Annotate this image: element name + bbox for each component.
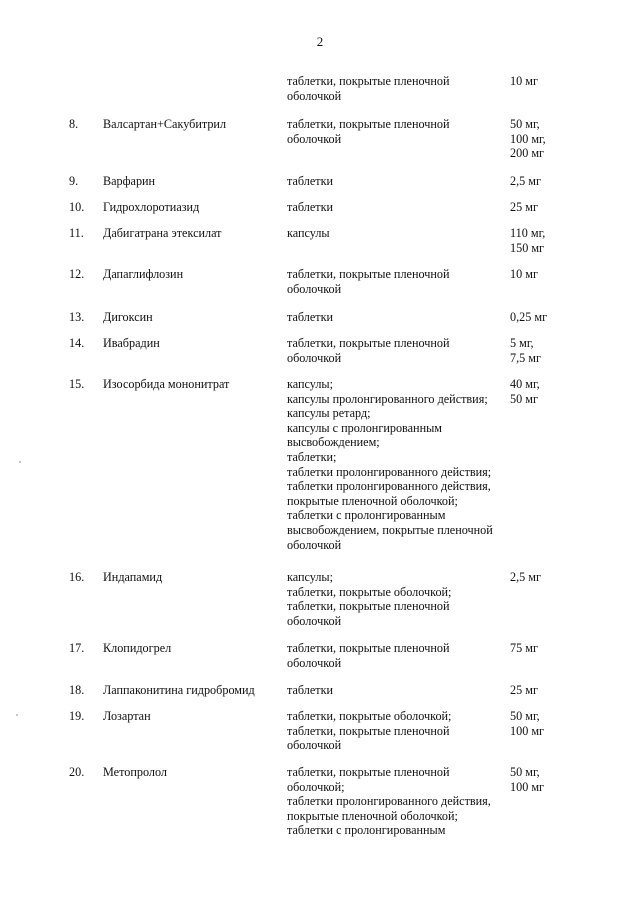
dosage: 10 мг [510, 74, 538, 88]
dosage: 0,25 мг [510, 310, 548, 324]
dosage-form: таблетки, покрытые оболочкой; таблетки, покрытые пленочной оболочкой [287, 709, 452, 753]
dosage-form: таблетки [287, 174, 334, 188]
dosage-form: таблетки [287, 200, 334, 214]
dosage-form: таблетки, покрытые пленочной оболочкой [287, 336, 450, 365]
drug-name: Лаппаконитина гидробромид [103, 683, 255, 697]
dosage: 40 мг, 50 мг [510, 377, 540, 406]
drug-name: Изосорбида мононитрат [103, 377, 230, 391]
drug-name: Валсартан+Сакубитрил [103, 117, 227, 131]
row-number: 10. [69, 200, 85, 214]
dosage-form: таблетки [287, 683, 334, 697]
dosage-form: капсулы; капсулы пролонгированного действия; капсулы ретард; капсулы с пролонгированным высвобождением; таблетки; таблетки пролонгированного действия; таблетки пролонгированного действия, покрытые пленочной оболочкой; таблетки с пролонгированным высвобождением, покрытые пленочной оболочкой [287, 377, 493, 552]
dosage: 75 мг [510, 641, 538, 655]
dosage-form: таблетки, покрытые пленочной оболочкой [287, 267, 450, 296]
scan-speck [16, 714, 18, 716]
dosage: 25 мг [510, 200, 538, 214]
dosage: 50 мг, 100 мг [510, 765, 545, 794]
dosage: 5 мг, 7,5 мг [510, 336, 541, 365]
page-number: 2 [316, 34, 324, 49]
drug-name: Дигоксин [103, 310, 153, 324]
drug-name: Лозартан [103, 709, 151, 723]
dosage: 50 мг, 100 мг [510, 709, 545, 738]
dosage-form: таблетки [287, 310, 334, 324]
drug-name: Клопидогрел [103, 641, 172, 655]
scan-speck [19, 461, 21, 463]
row-number: 8. [69, 117, 79, 131]
dosage: 25 мг [510, 683, 538, 697]
dosage: 10 мг [510, 267, 538, 281]
dosage: 2,5 мг [510, 174, 541, 188]
row-number: 12. [69, 267, 85, 281]
row-number: 20. [69, 765, 85, 779]
drug-name: Гидрохлоротиазид [103, 200, 200, 214]
drug-name: Индапамид [103, 570, 163, 584]
dosage-form: таблетки, покрытые пленочной оболочкой [287, 74, 450, 103]
dosage: 110 мг, 150 мг [510, 226, 546, 255]
dosage-form: капсулы [287, 226, 330, 240]
dosage-form: капсулы; таблетки, покрытые оболочкой; таблетки, покрытые пленочной оболочкой [287, 570, 452, 628]
dosage-form: таблетки, покрытые пленочной оболочкой [287, 117, 450, 146]
row-number: 11. [69, 226, 84, 240]
row-number: 13. [69, 310, 85, 324]
dosage: 2,5 мг [510, 570, 541, 584]
drug-name: Варфарин [103, 174, 156, 188]
dosage-form: таблетки, покрытые пленочной оболочкой; таблетки пролонгированного действия, покрытые пленочной оболочкой; таблетки с пролонгированным [287, 765, 491, 838]
row-number: 9. [69, 174, 79, 188]
row-number: 19. [69, 709, 85, 723]
drug-name: Метопролол [103, 765, 167, 779]
row-number: 15. [69, 377, 85, 391]
row-number: 14. [69, 336, 85, 350]
dosage-form: таблетки, покрытые пленочной оболочкой [287, 641, 450, 670]
drug-name: Дапаглифлозин [103, 267, 184, 281]
row-number: 16. [69, 570, 85, 584]
drug-name: Дабигатрана этексилат [103, 226, 222, 240]
row-number: 18. [69, 683, 85, 697]
drug-name: Ивабрадин [103, 336, 160, 350]
dosage: 50 мг, 100 мг, 200 мг [510, 117, 546, 161]
row-number: 17. [69, 641, 85, 655]
